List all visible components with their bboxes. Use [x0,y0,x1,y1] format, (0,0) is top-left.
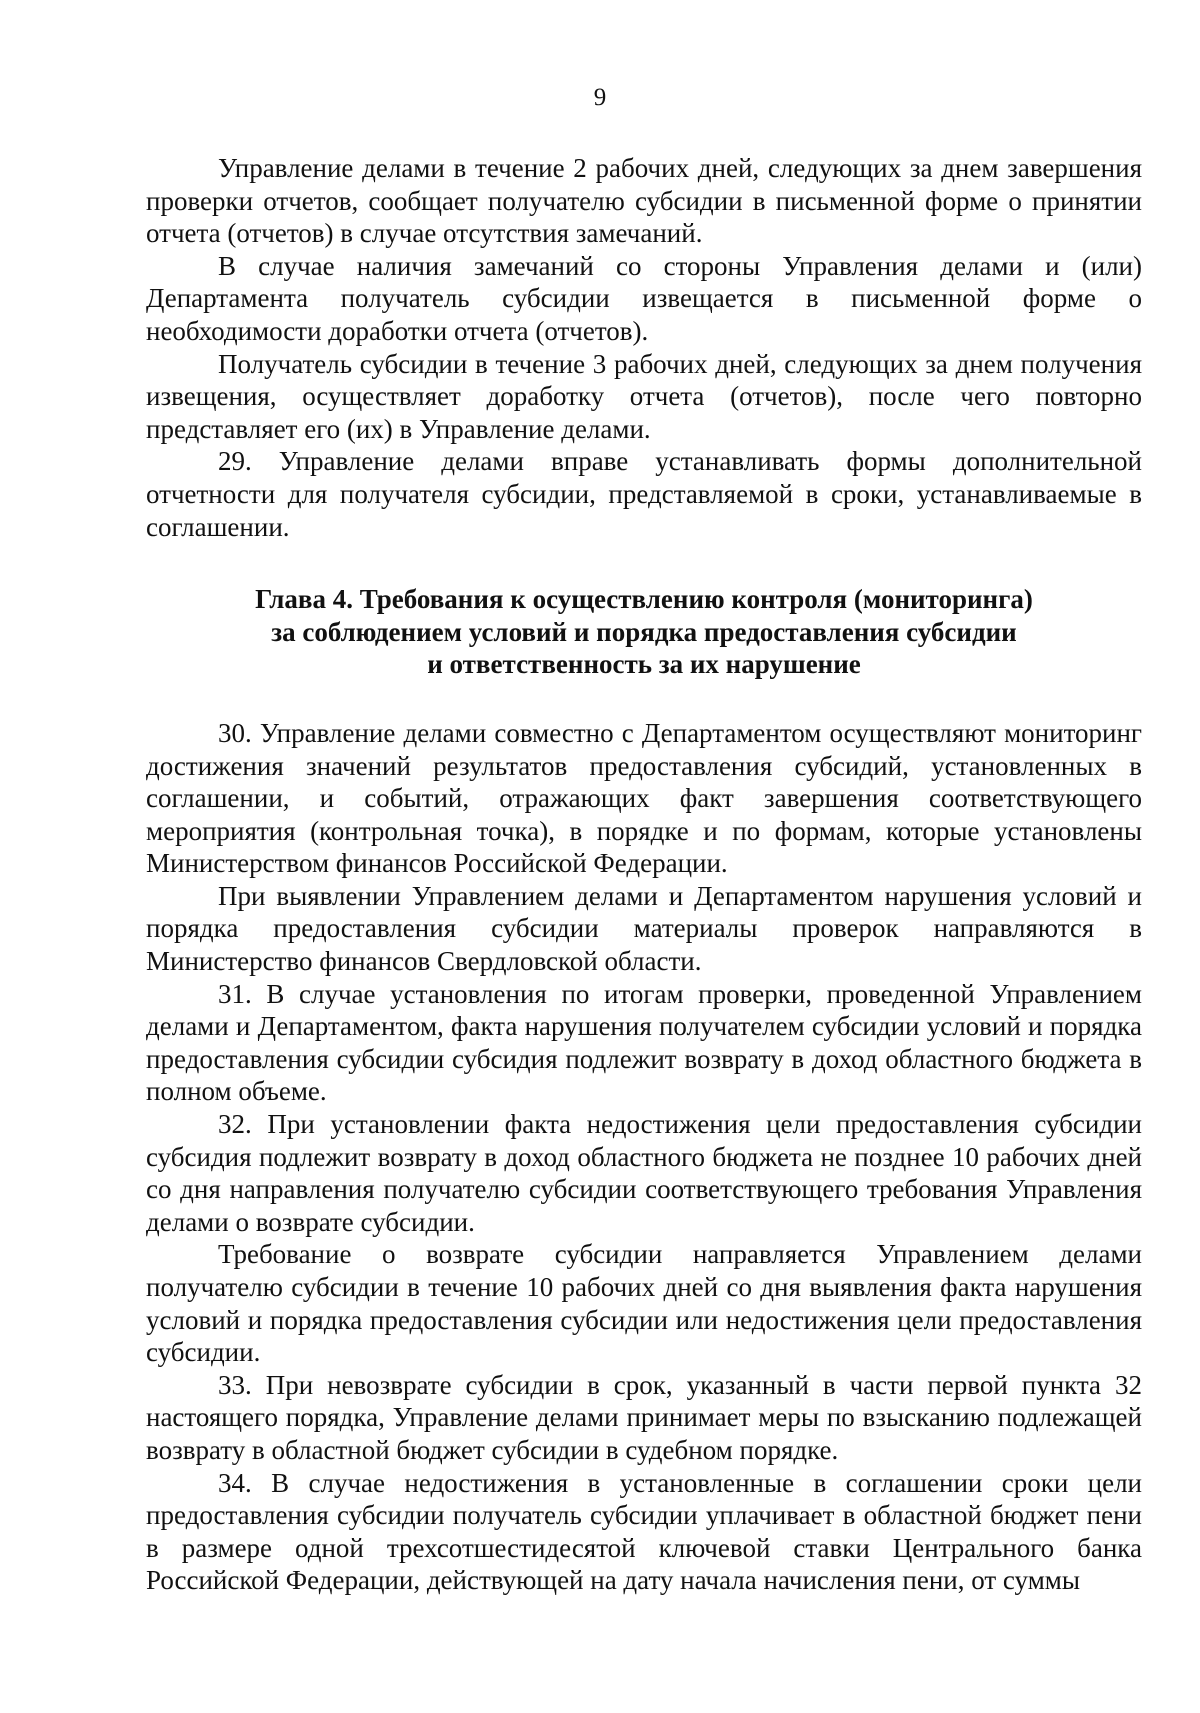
chapter-heading-line-1: Глава 4. Требования к осуществлению контроля (мониторинга) [255,584,1033,615]
paragraph-item-30: 30. Управление делами совместно с Департаментом осуществляют мониторинг достижения значений результатов предоставления субсидий, установленных в соглашении, и событий, отражающих факт завершения соответствующего мероприятия (контрольная точка), в порядке и по формам, которые установлены Министерством финансов Российской Федерации. [146,717,1142,879]
paragraph-item-29: 29. Управление делами вправе устанавливать формы дополнительной отчетности для получателя субсидии, представляемой в сроки, устанавливаемые в соглашении. [146,446,1142,542]
page-number: 9 [593,84,607,111]
paragraph-item-31: 31. В случае установления по итогам проверки, проведенной Управлением делами и Департаментом, факта нарушения получателем субсидии условий и порядка предоставления субсидии субсидия подлежит возврату в доход областного бюджета в полном объеме. [146,978,1142,1107]
paragraph-item-34: 34. В случае недостижения в установленные в соглашении сроки цели предоставления субсидии получатель субсидии уплачивает в областной бюджет пени в размере одной трехсотшестидесятой ключевой ставки Центрального банка Российской Федерации, действующей на дату начала начисления пени, от суммы [146,1467,1142,1596]
chapter-heading-line-3: и ответственность за их нарушение [427,649,861,680]
paragraph-refund-demand: Требование о возврате субсидии направляется Управлением делами получателю субсидии в течение 10 рабочих дней со дня выявления факта нарушения условий и порядка предоставления субсидии или недостижения цели предоставления субсидии. [146,1239,1142,1368]
paragraph-report-revision: Получатель субсидии в течение 3 рабочих дней, следующих за днем получения извещения, осуществляет доработку отчета (отчетов), после чего повторно представляет его (их) в Управление делами. [146,348,1142,444]
document-body [146,152,1142,1597]
chapter-heading [146,583,1142,681]
paragraph-remarks-notice: В случае наличия замечаний со стороны Управления делами и (или) Департамента получатель субсидии извещается в письменной форме о необходимости доработки отчета (отчетов). [146,250,1142,346]
paragraph-report-acceptance: Управление делами в течение 2 рабочих дней, следующих за днем завершения проверки отчетов, сообщает получателю субсидии в письменной форме о принятии отчета (отчетов) в случае отсутствия замечаний. [146,153,1142,249]
chapter-heading-line-2: за соблюдением условий и порядка предоставления субсидии [271,616,1017,647]
paragraph-violation-materials: При выявлении Управлением делами и Департаментом нарушения условий и порядка предоставления субсидии материалы проверок направляются в Министерство финансов Свердловской области. [146,880,1142,977]
paragraph-item-32: 32. При установлении факта недостижения цели предоставления субсидии субсидия подлежит возврату в доход областного бюджета не позднее 10 рабочих дней со дня направления получателю субсидии соответствующего требования Управления делами о возврате субсидии. [146,1109,1142,1237]
paragraph-item-33: 33. При невозврате субсидии в срок, указанный в части первой пункта 32 настоящего порядка, Управление делами принимает меры по взысканию подлежащей возврату в областной бюджет субсидии в судебном порядке. [146,1369,1142,1465]
